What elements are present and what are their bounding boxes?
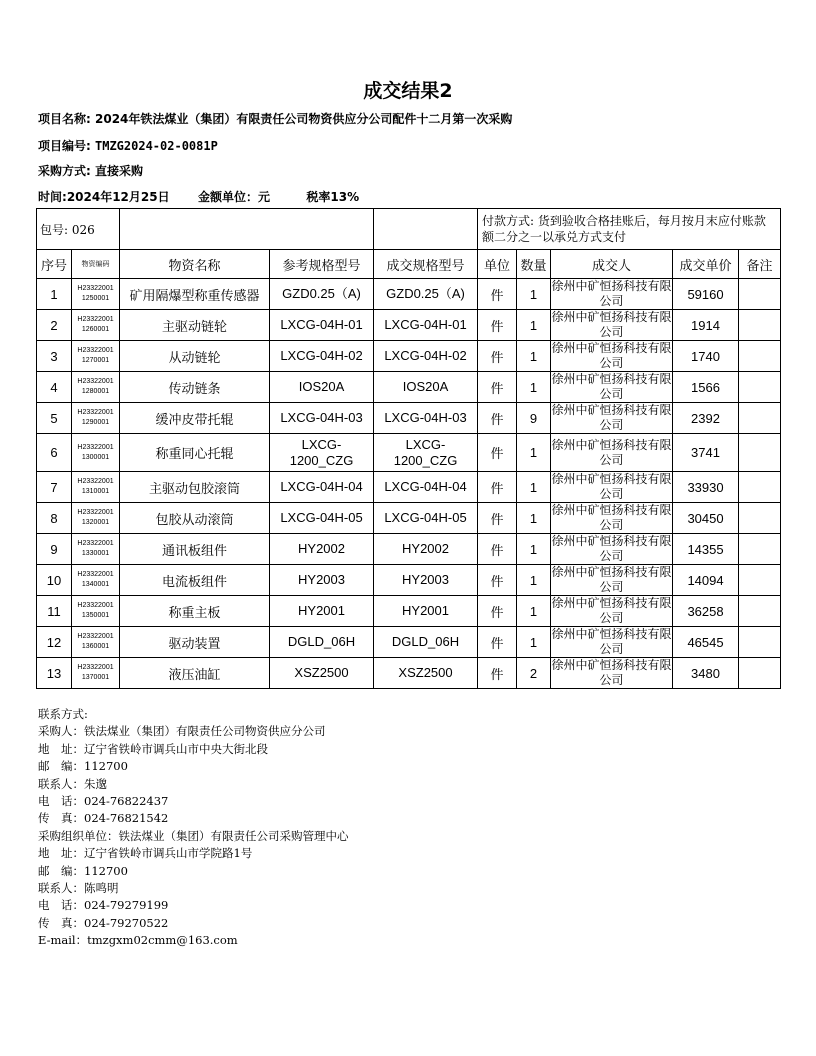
cell-price: 1740 [673,341,739,372]
cell-price: 36258 [673,596,739,627]
project-name-line [38,110,512,127]
cell-code: H23322001 1260001 [72,310,120,341]
cell-unit: 件 [478,596,517,627]
table-row [37,434,781,472]
page-title: 成交结果2 [363,80,453,102]
cell-qty: 1 [517,565,551,596]
cell-ref-spec: HY2002 [270,534,374,565]
header-qty: 数量 [517,250,551,279]
cell-supplier: 徐州中矿恒扬科技有限公司 [551,534,672,563]
contact-line: 联系方式: [38,707,88,721]
cell-qty: 1 [517,310,551,341]
cell-supplier: 徐州中矿恒扬科技有限公司 [551,658,672,687]
cell-qty: 1 [517,503,551,534]
cell-supplier: 徐州中矿恒扬科技有限公司 [551,434,673,472]
package-row [37,209,781,250]
contact-info [38,706,349,950]
cell-code: H23322001 1320001 [72,503,120,534]
cell-code: H23322001 1360001 [72,627,120,658]
package-no: 包号: 026 [37,209,120,250]
table-row [37,596,781,627]
cell-ref-spec: LXCG-04H-05 [270,503,374,534]
cell-code: H23322001 1350001 [72,596,120,627]
cell-supplier: 徐州中矿恒扬科技有限公司 [551,627,672,656]
cell-name: 矿用隔爆型称重传感器 [120,279,270,310]
cell-qty: 1 [517,279,551,310]
cell-name: 称重同心托辊 [120,434,270,472]
method: 直接采购 [95,164,144,178]
cell-deal-spec: LXCG-04H-02 [374,341,478,372]
project-no: TMZG2024-02-0081P [95,139,218,153]
cell-price: 59160 [673,279,739,310]
cell-ref-spec: DGLD_06H [270,627,374,658]
cell-deal-spec: LXCG-04H-03 [374,403,478,434]
cell-no: 1 [37,279,72,310]
table-row [37,403,781,434]
cell-note [739,372,781,403]
contact-line: 电 话：024-76822437 [38,794,169,809]
contact-line: 联系人：陈鸣明 [38,881,119,896]
table-row [37,627,781,658]
cell-no: 11 [37,596,72,627]
cell-unit: 件 [478,503,517,534]
cell-deal-spec: DGLD_06H [374,627,478,658]
cell-ref-spec: LXCG-04H-01 [270,310,374,341]
cell-qty: 9 [517,403,551,434]
cell-supplier: 徐州中矿恒扬科技有限公司 [551,565,672,594]
cell-no: 7 [37,472,72,503]
cell-supplier: 徐州中矿恒扬科技有限公司 [551,596,672,625]
cell-price: 14355 [673,534,739,565]
table-row [37,534,781,565]
result-table [36,208,781,689]
cell-supplier: 徐州中矿恒扬科技有限公司 [551,403,672,432]
cell-name: 电流板组件 [120,565,270,596]
contact-line: 采购人：铁法煤业（集团）有限责任公司物资供应分公司 [38,724,326,739]
cell-ref-spec: XSZ2500 [270,658,374,689]
cell-price: 3480 [673,658,739,689]
cell-unit: 件 [478,534,517,565]
amount-unit-label: 金额单位： [198,190,259,204]
cell-unit: 件 [478,434,517,472]
cell-deal-spec: LXCG-04H-05 [374,503,478,534]
cell-code: H23322001 1340001 [72,565,120,596]
cell-deal-spec: LXCG-1200_CZG [374,434,478,472]
table-row [37,658,781,689]
cell-ref-spec: HY2003 [270,565,374,596]
cell-qty: 1 [517,472,551,503]
cell-no: 5 [37,403,72,434]
header-note: 备注 [739,250,781,279]
project-name-label: 项目名称: [38,112,91,126]
cell-ref-spec: LXCG-04H-04 [270,472,374,503]
cell-code: H23322001 1280001 [72,372,120,403]
cell-no: 13 [37,658,72,689]
blank-cell [120,209,374,250]
table-row [37,341,781,372]
cell-code: H23322001 1370001 [72,658,120,689]
table-row [37,565,781,596]
table-row [37,372,781,403]
cell-supplier: 徐州中矿恒扬科技有限公司 [551,279,672,308]
tax-label: 税率 [306,190,331,204]
project-no-label: 项目编号: [38,139,91,153]
cell-price: 1914 [673,310,739,341]
cell-name: 驱动装置 [120,627,270,658]
cell-unit: 件 [478,565,517,596]
cell-name: 主驱动链轮 [120,310,270,341]
cell-no: 6 [37,434,72,472]
cell-no: 10 [37,565,72,596]
amount-unit: 元 [258,190,271,204]
cell-ref-spec: IOS20A [270,372,374,403]
cell-name: 从动链轮 [120,341,270,372]
header-deal-spec: 成交规格型号 [374,250,478,279]
table-row [37,279,781,310]
table-row [37,503,781,534]
tax-value: 13% [330,190,360,204]
cell-price: 14094 [673,565,739,596]
contact-line: 地 址：辽宁省铁岭市调兵山市学院路1号 [38,846,253,861]
cell-deal-spec: LXCG-04H-04 [374,472,478,503]
cell-qty: 1 [517,434,551,472]
cell-price: 3741 [673,434,739,472]
cell-no: 12 [37,627,72,658]
method-label: 采购方式: [38,164,91,178]
cell-unit: 件 [478,627,517,658]
cell-note [739,627,781,658]
header-price: 成交单价 [673,250,739,279]
cell-ref-spec: LXCG-04H-02 [270,341,374,372]
cell-deal-spec: GZD0.25（A) [374,279,478,310]
cell-note [739,434,781,472]
cell-name: 液压油缸 [120,658,270,689]
cell-note [739,565,781,596]
cell-supplier: 徐州中矿恒扬科技有限公司 [551,372,672,401]
cell-no: 8 [37,503,72,534]
cell-note [739,596,781,627]
cell-unit: 件 [478,279,517,310]
cell-deal-spec: LXCG-04H-01 [374,310,478,341]
header-unit: 单位 [478,250,517,279]
project-no-line [38,137,218,154]
cell-price: 1566 [673,372,739,403]
contact-line: 邮 编：112700 [38,759,128,774]
cell-unit: 件 [478,310,517,341]
header-code: 物资编码 [72,250,120,279]
header-row [37,250,781,279]
cell-no: 3 [37,341,72,372]
cell-price: 46545 [673,627,739,658]
cell-unit: 件 [478,658,517,689]
cell-note [739,503,781,534]
contact-line: 传 真：024-76821542 [38,811,169,826]
cell-name: 主驱动包胶滚筒 [120,472,270,503]
cell-note [739,534,781,565]
cell-note [739,472,781,503]
payment-terms: 付款方式: 货到验收合格挂账后，每月按月末应付账款额二分之一以承兑方式支付 [478,209,781,250]
cell-note [739,341,781,372]
header-supplier: 成交人 [551,250,673,279]
table-row [37,310,781,341]
cell-deal-spec: HY2003 [374,565,478,596]
time-value: 2024年12月25日 [66,190,170,204]
cell-qty: 2 [517,658,551,689]
cell-name: 包胶从动滚筒 [120,503,270,534]
cell-qty: 1 [517,534,551,565]
cell-name: 缓冲皮带托辊 [120,403,270,434]
time-label: 时间: [38,190,67,204]
cell-ref-spec: GZD0.25（A) [270,279,374,310]
cell-qty: 1 [517,372,551,403]
cell-qty: 1 [517,627,551,658]
cell-unit: 件 [478,472,517,503]
project-name: 2024年铁法煤业（集团）有限责任公司物资供应分公司配件十二月第一次采购 [95,112,513,126]
cell-qty: 1 [517,596,551,627]
method-line [38,162,143,179]
contact-line: E-mail：tmzgxm02cmm@163.com [38,933,238,948]
contact-line: 邮 编：112700 [38,863,128,878]
cell-supplier: 徐州中矿恒扬科技有限公司 [551,503,672,532]
contact-line: 电 话：024-79279199 [38,898,169,913]
cell-note [739,279,781,310]
table-row [37,472,781,503]
cell-supplier: 徐州中矿恒扬科技有限公司 [551,472,672,501]
cell-code: H23322001 1310001 [72,472,120,503]
contact-line: 地 址：辽宁省铁岭市调兵山市中央大街北段 [38,741,268,756]
cell-note [739,403,781,434]
cell-deal-spec: IOS20A [374,372,478,403]
cell-no: 9 [37,534,72,565]
header-ref-spec: 参考规格型号 [270,250,374,279]
cell-price: 30450 [673,503,739,534]
cell-deal-spec: HY2001 [374,596,478,627]
cell-code: H23322001 1300001 [72,434,120,472]
cell-code: H23322001 1330001 [72,534,120,565]
time-line [38,188,359,205]
cell-no: 4 [37,372,72,403]
cell-name: 传动链条 [120,372,270,403]
cell-deal-spec: XSZ2500 [374,658,478,689]
cell-code: H23322001 1270001 [72,341,120,372]
contact-line: 采购组织单位：铁法煤业（集团）有限责任公司采购管理中心 [38,828,349,843]
cell-name: 通讯板组件 [120,534,270,565]
cell-no: 2 [37,310,72,341]
cell-supplier: 徐州中矿恒扬科技有限公司 [551,310,672,339]
cell-unit: 件 [478,403,517,434]
cell-note [739,310,781,341]
cell-price: 2392 [673,403,739,434]
cell-ref-spec: LXCG-1200_CZG [270,434,374,472]
cell-code: H23322001 1290001 [72,403,120,434]
contact-line: 传 真：024-79270522 [38,915,169,930]
header-name: 物资名称 [120,250,270,279]
cell-price: 33930 [673,472,739,503]
cell-unit: 件 [478,372,517,403]
cell-deal-spec: HY2002 [374,534,478,565]
cell-ref-spec: LXCG-04H-03 [270,403,374,434]
contact-line: 联系人：朱邈 [38,776,107,791]
header-no: 序号 [37,250,72,279]
cell-unit: 件 [478,341,517,372]
cell-note [739,658,781,689]
cell-code: H23322001 1250001 [72,279,120,310]
cell-name: 称重主板 [120,596,270,627]
blank-cell [374,209,478,250]
cell-ref-spec: HY2001 [270,596,374,627]
cell-qty: 1 [517,341,551,372]
cell-supplier: 徐州中矿恒扬科技有限公司 [551,341,672,370]
